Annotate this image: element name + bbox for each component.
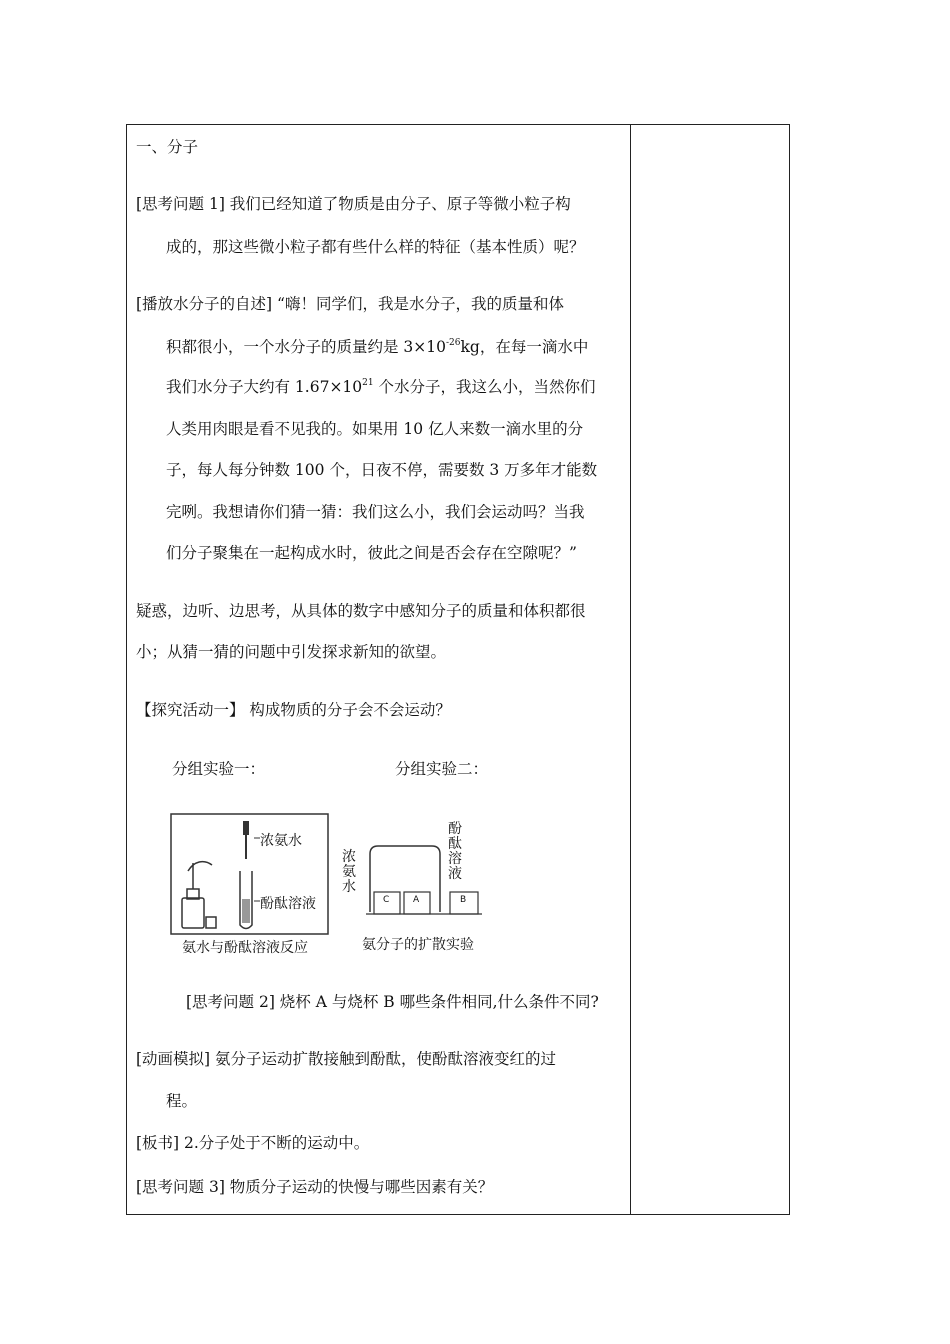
story-line-3: 我们水分子大约有 $1.67\times 10^{21}$ 个水分子，我这么小，当然你们 bbox=[166, 378, 596, 396]
story-line-2: 积都很小，一个水分子的质量约是 $3\times 10^{-26}kg$，在每一滴水中 bbox=[166, 338, 589, 356]
story-line-4: 人类用肉眼是看不见我的。如果用 10 亿人来数一滴水里的分 bbox=[166, 420, 584, 438]
figure-1-label-phenolphthalein: 酚酞溶液 bbox=[260, 896, 316, 912]
beaker-a-label: A bbox=[413, 895, 420, 905]
board-note: [板书] 2.分子处于不断的运动中。 bbox=[136, 1134, 370, 1152]
activity-1-heading: 【探究活动一】 构成物质的分子会不会运动？ bbox=[136, 701, 451, 719]
animation-line-2: 程。 bbox=[166, 1092, 198, 1110]
question-3: [思考问题 3] 物质分子运动的快慢与哪些因素有关？ bbox=[136, 1178, 494, 1196]
reflection-line-1: 疑惑，边听、边思考，从具体的数字中感知分子的质量和体积都很 bbox=[136, 602, 586, 620]
figure-ammonia-phenolphthalein bbox=[170, 813, 330, 959]
section-title: 一、分子 bbox=[136, 138, 199, 156]
story-line-7: 们分子聚集在一起构成水时，彼此之间是否会存在空隙呢？” bbox=[166, 544, 577, 562]
figure-2-label-ammonia: 浓氨水 bbox=[342, 849, 356, 895]
figure-1-label-ammonia: 浓氨水 bbox=[260, 833, 302, 849]
animation-line-1: [动画模拟] 氨分子运动扩散接触到酚酞，使酚酞溶液变红的过 bbox=[136, 1050, 557, 1068]
story-line-5: 子，每人每分钟数 100 个，日夜不停，需要数 3 万多年才能数 bbox=[166, 461, 598, 479]
column-divider bbox=[630, 124, 631, 1215]
figure-ammonia-diffusion bbox=[340, 820, 490, 960]
question-1-line-1: [思考问题 1] 我们已经知道了物质是由分子、原子等微小粒子构 bbox=[136, 195, 571, 213]
beaker-c-label: C bbox=[383, 895, 390, 905]
experiment-2-label: 分组实验二： bbox=[395, 760, 489, 778]
story-line-1: [播放水分子的自述] “嗨！同学们，我是水分子，我的质量和体 bbox=[136, 295, 564, 313]
figure-2-caption: 氨分子的扩散实验 bbox=[362, 937, 474, 953]
figure-1-caption: 氨水与酚酞溶液反应 bbox=[182, 940, 308, 956]
beaker-b-label: B bbox=[460, 895, 467, 905]
experiment-1-label: 分组实验一： bbox=[172, 760, 266, 778]
figure-2-label-phenolphthalein: 酚酞溶液 bbox=[448, 821, 462, 882]
question-1-line-2: 成的，那这些微小粒子都有些什么样的特征（基本性质）呢？ bbox=[166, 238, 585, 256]
reflection-line-2: 小；从猜一猜的问题中引发探求新知的欲望。 bbox=[136, 643, 447, 661]
story-line-6: 完咧。我想请你们猜一猜：我们这么小，我们会运动吗？当我 bbox=[166, 503, 585, 521]
question-2: [思考问题 2] 烧杯 A 与烧杯 B 哪些条件相同,什么条件不同? bbox=[186, 993, 599, 1011]
